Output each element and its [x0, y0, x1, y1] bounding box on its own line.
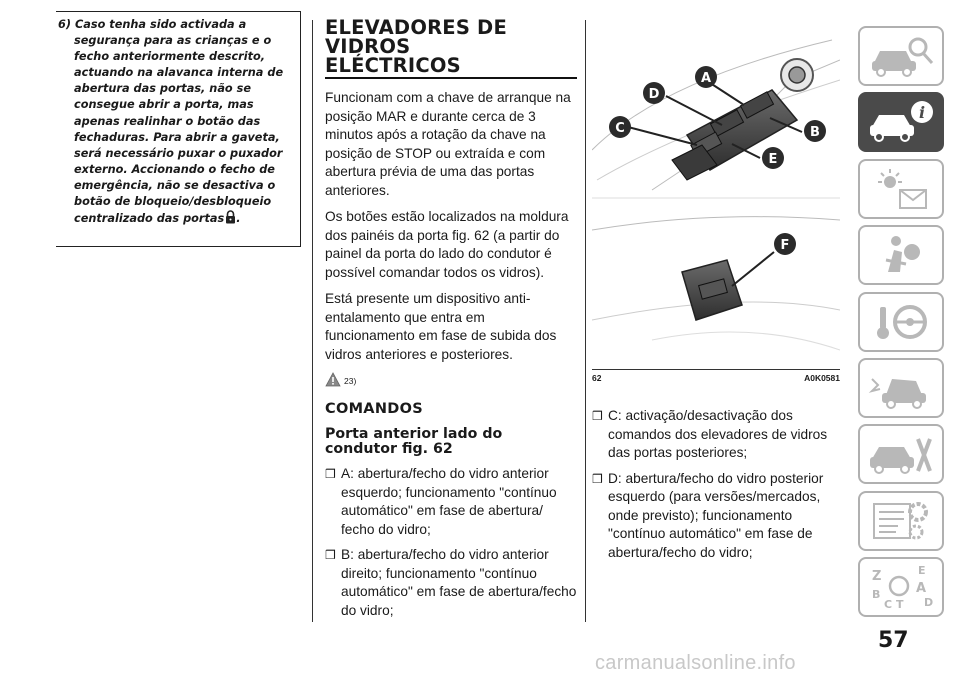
svg-text:A: A [916, 581, 927, 597]
bullet-list-col3 [592, 407, 840, 569]
svg-text:E: E [768, 152, 778, 167]
callout-label-a [695, 66, 717, 88]
paragraph-3: Está presente um dispositivo anti-entalamento que entra em funcionamento em fase de subida dos vidros anteriores e posteriores. [325, 291, 557, 362]
airbag-icon [866, 232, 936, 278]
figure-code: A0K0581 [804, 373, 840, 383]
column-rule-2 [585, 20, 586, 622]
car-info-icon [866, 99, 936, 145]
list-item-text: A: abertura/fecho do vidro anterior esquerdo; funcionamento "contínuo automático" em fase de abertura/ fecho do vidro; [341, 466, 557, 537]
tab-data-gear[interactable] [858, 491, 944, 551]
warning-ref-number: 23) [344, 376, 357, 386]
note-box [56, 11, 301, 247]
list-item [592, 470, 840, 563]
car-service-icon [866, 431, 936, 477]
figure-column [592, 20, 840, 560]
svg-text:E: E [918, 564, 926, 578]
note-text [58, 17, 298, 227]
checkbox-bullet-icon: ❒ [325, 467, 336, 481]
note-end: . [236, 212, 241, 226]
section-title: ELEVADORES DE VIDROS ELÉCTRICOS [325, 16, 507, 77]
chapter-sidebar [858, 26, 944, 624]
svg-text:T: T [896, 598, 904, 611]
svg-text:C: C [884, 598, 893, 611]
svg-text:A: A [700, 71, 712, 86]
svg-text:D: D [924, 596, 934, 610]
tab-car-crash[interactable] [858, 358, 944, 418]
note-rest-text: segurança para as crianças e o fecho anteriormente descrito, actuando na alavanca interna de abertura das portas, não se consegue abrir a porta, mas apenas realinhar o botão das fechaduras. Para abrir a gaveta, será necessário puxar o puxador externo. Accionando o fecho de emergência, não se desactiva o botão de bloqueio/desbloqueio centralizado das portas [74, 34, 284, 226]
car-crash-icon [866, 365, 936, 411]
figure-caption [592, 369, 840, 387]
figure-62 [592, 20, 840, 383]
checkbox-bullet-icon: ❒ [592, 409, 603, 423]
page-number: 57 [878, 628, 909, 653]
lock-icon [225, 210, 236, 224]
list-item-text: D: abertura/fecho do vidro posterior esquerdo (para versões/mercados, onde previsto); funcionamento "contínuo automático" em fase de abertura/fecho do vidro; [608, 470, 824, 560]
list-item [592, 407, 840, 463]
tab-warning-lights[interactable] [858, 159, 944, 219]
callout-label-f [774, 233, 796, 255]
warning-triangle-icon [325, 372, 341, 387]
subheading-comandos: COMANDOS [325, 401, 423, 417]
svg-text:B: B [872, 588, 881, 602]
tab-index[interactable] [858, 557, 944, 617]
tab-car-info[interactable] [858, 92, 944, 152]
warning-lights-icon [866, 166, 936, 212]
car-search-icon [866, 33, 936, 79]
watermark: carmanualsonline.info [595, 652, 796, 674]
list-item [325, 546, 577, 620]
svg-text:C: C [615, 121, 625, 136]
list-item [325, 465, 577, 539]
steering-key-icon [866, 299, 936, 345]
note-first-line: 6) Caso tenha sido activada a [58, 18, 247, 31]
callout-label-e [762, 147, 784, 169]
callout-label-b [804, 120, 826, 142]
paragraph-1: Funcionam com a chave de arranque na posição MAR e durante cerca de 3 minutos após a rotação da chave na posição de STOP ou extraída e com abertura prévia de uma das portas anteriores. [325, 90, 571, 198]
tab-car-search[interactable] [858, 26, 944, 86]
svg-text:F: F [780, 238, 790, 253]
svg-text:i: i [918, 103, 926, 123]
svg-text:Z: Z [872, 569, 882, 585]
index-alphabet-icon [866, 564, 936, 610]
window-switch-illustration [592, 20, 840, 368]
figure-number: 62 [592, 373, 602, 383]
callout-label-c [609, 116, 631, 138]
column-rule-1 [312, 20, 313, 622]
tab-steering-key[interactable] [858, 292, 944, 352]
callout-label-d [643, 82, 665, 104]
tab-airbag[interactable] [858, 225, 944, 285]
svg-text:B: B [810, 125, 820, 140]
warning-reference [325, 372, 577, 387]
title-rule [325, 77, 577, 79]
tab-car-service[interactable] [858, 424, 944, 484]
subheading-driver-door: Porta anterior lado do condutor fig. 62 [325, 426, 503, 457]
data-gear-icon [866, 498, 936, 544]
paragraph-2: Os botões estão localizados na moldura dos painéis da porta fig. 62 (a partir do painel da porta do lado do condutor é possível comandar todos os vidros). [325, 209, 569, 280]
svg-text:D: D [648, 87, 660, 102]
main-column [325, 18, 577, 627]
note-rest [58, 33, 298, 227]
checkbox-bullet-icon: ❒ [592, 471, 603, 486]
checkbox-bullet-icon: ❒ [325, 548, 336, 562]
list-item-text: B: abertura/fecho do vidro anterior direito; funcionamento "contínuo automático" em fase de abertura/fecho do vidro; [341, 547, 577, 618]
list-item-text: C: activação/desactivação dos comandos dos elevadores de vidros das portas posteriores; [608, 408, 828, 460]
bullet-list-col2 [325, 465, 577, 620]
